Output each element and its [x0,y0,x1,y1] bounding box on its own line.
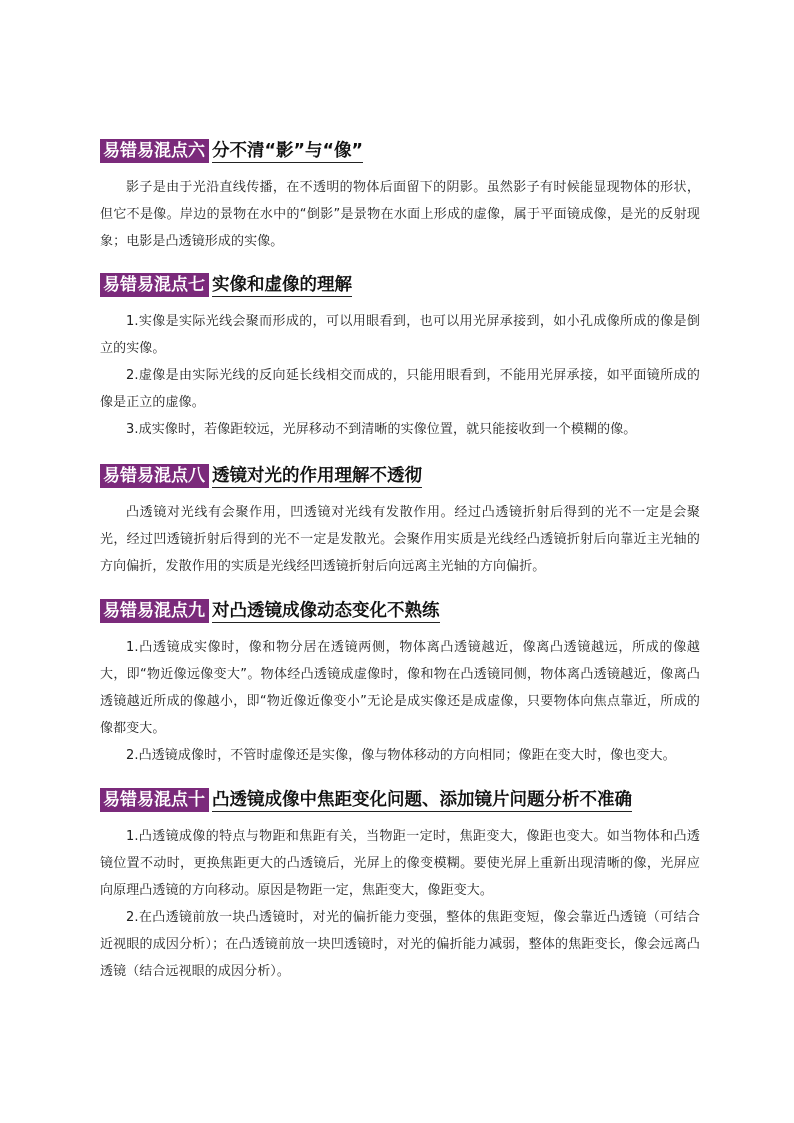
paragraph: 1.凸透镜成实像时，像和物分居在透镜两侧，物体离凸透镜越近，像离凸透镜越远，所成的像越大，即“物近像远像变大”。物体经凸透镜成虚像时，像和物在凸透镜同侧，物体离凸透镜越近，像离凸透镜越近所成的像越小，即“物近像近像变小”无论是成实像还是成虚像，只要物体向焦点靠近，所成的像都变大。 [100,640,700,736]
section-10 [100,787,700,985]
section-title: 凸透镜成像中焦距变化问题、添加镜片问题分析不准确 [212,789,632,810]
section-7 [100,272,700,443]
section-heading [100,272,700,298]
section-title: 实像和虚像的理解 [212,274,352,295]
paragraph: 2.在凸透镜前放一块凸透镜时，对光的偏折能力变强，整体的焦距变短，像会靠近凸透镜（可结合近视眼的成因分析）；在凸透镜前放一块凹透镜时，对光的偏折能力减弱，整体的焦距变长，像会远离凸透镜（结合远视眼的成因分析）。 [100,910,700,979]
section-title: 透镜对光的作用理解不透彻 [212,465,422,486]
paragraph: 2.凸透镜成像时，不管时虚像还是实像，像与物体移动的方向相同；像距在变大时，像也变大。 [126,748,676,763]
section-tag: 易错易混点十 [100,788,209,812]
paragraph: 1.实像是实际光线会聚而形成的，可以用眼看到，也可以用光屏承接到，如小孔成像所成的像是倒立的实像。 [100,314,700,356]
paragraph: 3.成实像时，若像距较远，光屏移动不到清晰的实像位置，就只能接收到一个模糊的像。 [126,422,637,437]
section-9 [100,598,700,769]
section-title: 对凸透镜成像动态变化不熟练 [212,600,440,621]
section-title: 分不清“影”与“像” [212,140,364,161]
section-tag: 易错易混点九 [100,599,209,623]
section-heading [100,787,700,813]
section-6 [100,138,700,255]
section-tag: 易错易混点八 [100,464,209,488]
section-heading [100,598,700,624]
section-tag: 易错易混点六 [100,139,209,163]
section-heading [100,138,700,164]
paragraph: 影子是由于光沿直线传播，在不透明的物体后面留下的阴影。虽然影子有时候能显现物体的形状，但它不是像。岸边的景物在水中的“倒影”是景物在水面上形成的虚像，属于平面镜成像，是光的反射现象；电影是凸透镜形成的实像。 [100,180,700,249]
paragraph: 1.凸透镜成像的特点与物距和焦距有关，当物距一定时，焦距变大，像距也变大。如当物体和凸透镜位置不动时，更换焦距更大的凸透镜后，光屏上的像变模糊。要使光屏上重新出现清晰的像，光屏应向原理凸透镜的方向移动。原因是物距一定，焦距变大，像距变大。 [100,829,700,898]
paragraph: 凸透镜对光线有会聚作用，凹透镜对光线有发散作用。经过凸透镜折射后得到的光不一定是会聚光，经过凹透镜折射后得到的光不一定是发散光。会聚作用实质是光线经凸透镜折射后向靠近主光轴的方向偏折，发散作用的实质是光线经凹透镜折射后向远离主光轴的方向偏折。 [100,505,700,574]
section-tag: 易错易混点七 [100,273,209,297]
section-heading [100,463,700,489]
section-8 [100,463,700,580]
paragraph: 2.虚像是由实际光线的反向延长线相交而成的，只能用眼看到，不能用光屏承接，如平面镜所成的像是正立的虚像。 [100,368,700,410]
